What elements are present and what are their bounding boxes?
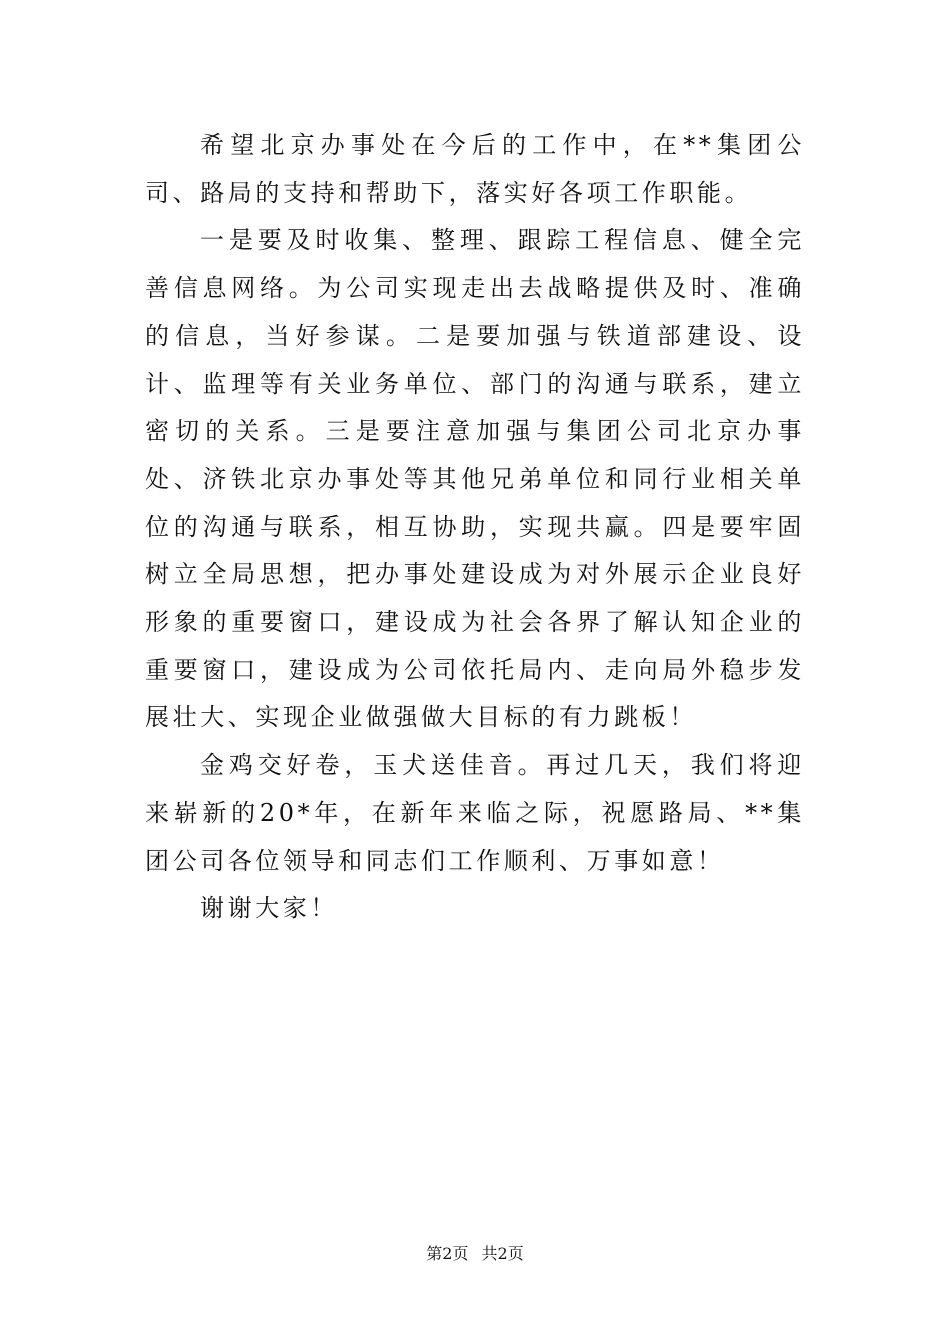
paragraph-expectation: 希望北京办事处在今后的工作中，在**集团公司、路局的支持和帮助下，落实好各项工作职能。 — [145, 131, 805, 207]
page-number: 第2页 — [426, 1244, 469, 1263]
page-footer — [0, 1242, 950, 1266]
page-total: 共2页 — [481, 1244, 524, 1263]
paragraph-work-tasks: 一是要及时收集、整理、跟踪工程信息、健全完善信息网络。为公司实现走出去战略提供及时、准确的信息，当好参谋。二是要加强与铁道部建设、设计、监理等有关业务单位、部门的沟通与联系，建立密切的关系。三是要注意加强与集团公司北京办事处、济铁北京办事处等其他兄弟单位和同行业相关单位的沟通与联系，相互协助，实现共赢。四是要牢固树立全局思想，把办事处建设成为对外展示企业良好形象的重要窗口，建设成为社会各界了解认知企业的重要窗口，建设成为公司依托局内、走向局外稳步发展壮大、实现企业做强做大目标的有力跳板！ — [145, 226, 805, 732]
paragraph-new-year-wishes: 金鸡交好卷，玉犬送佳音。再过几天，我们将迎来崭新的20*年，在新年来临之际，祝愿路局、**集团公司各位领导和同志们工作顺利、万事如意！ — [145, 751, 805, 875]
document-body — [145, 122, 805, 933]
paragraph-thanks: 谢谢大家！ — [200, 894, 338, 923]
